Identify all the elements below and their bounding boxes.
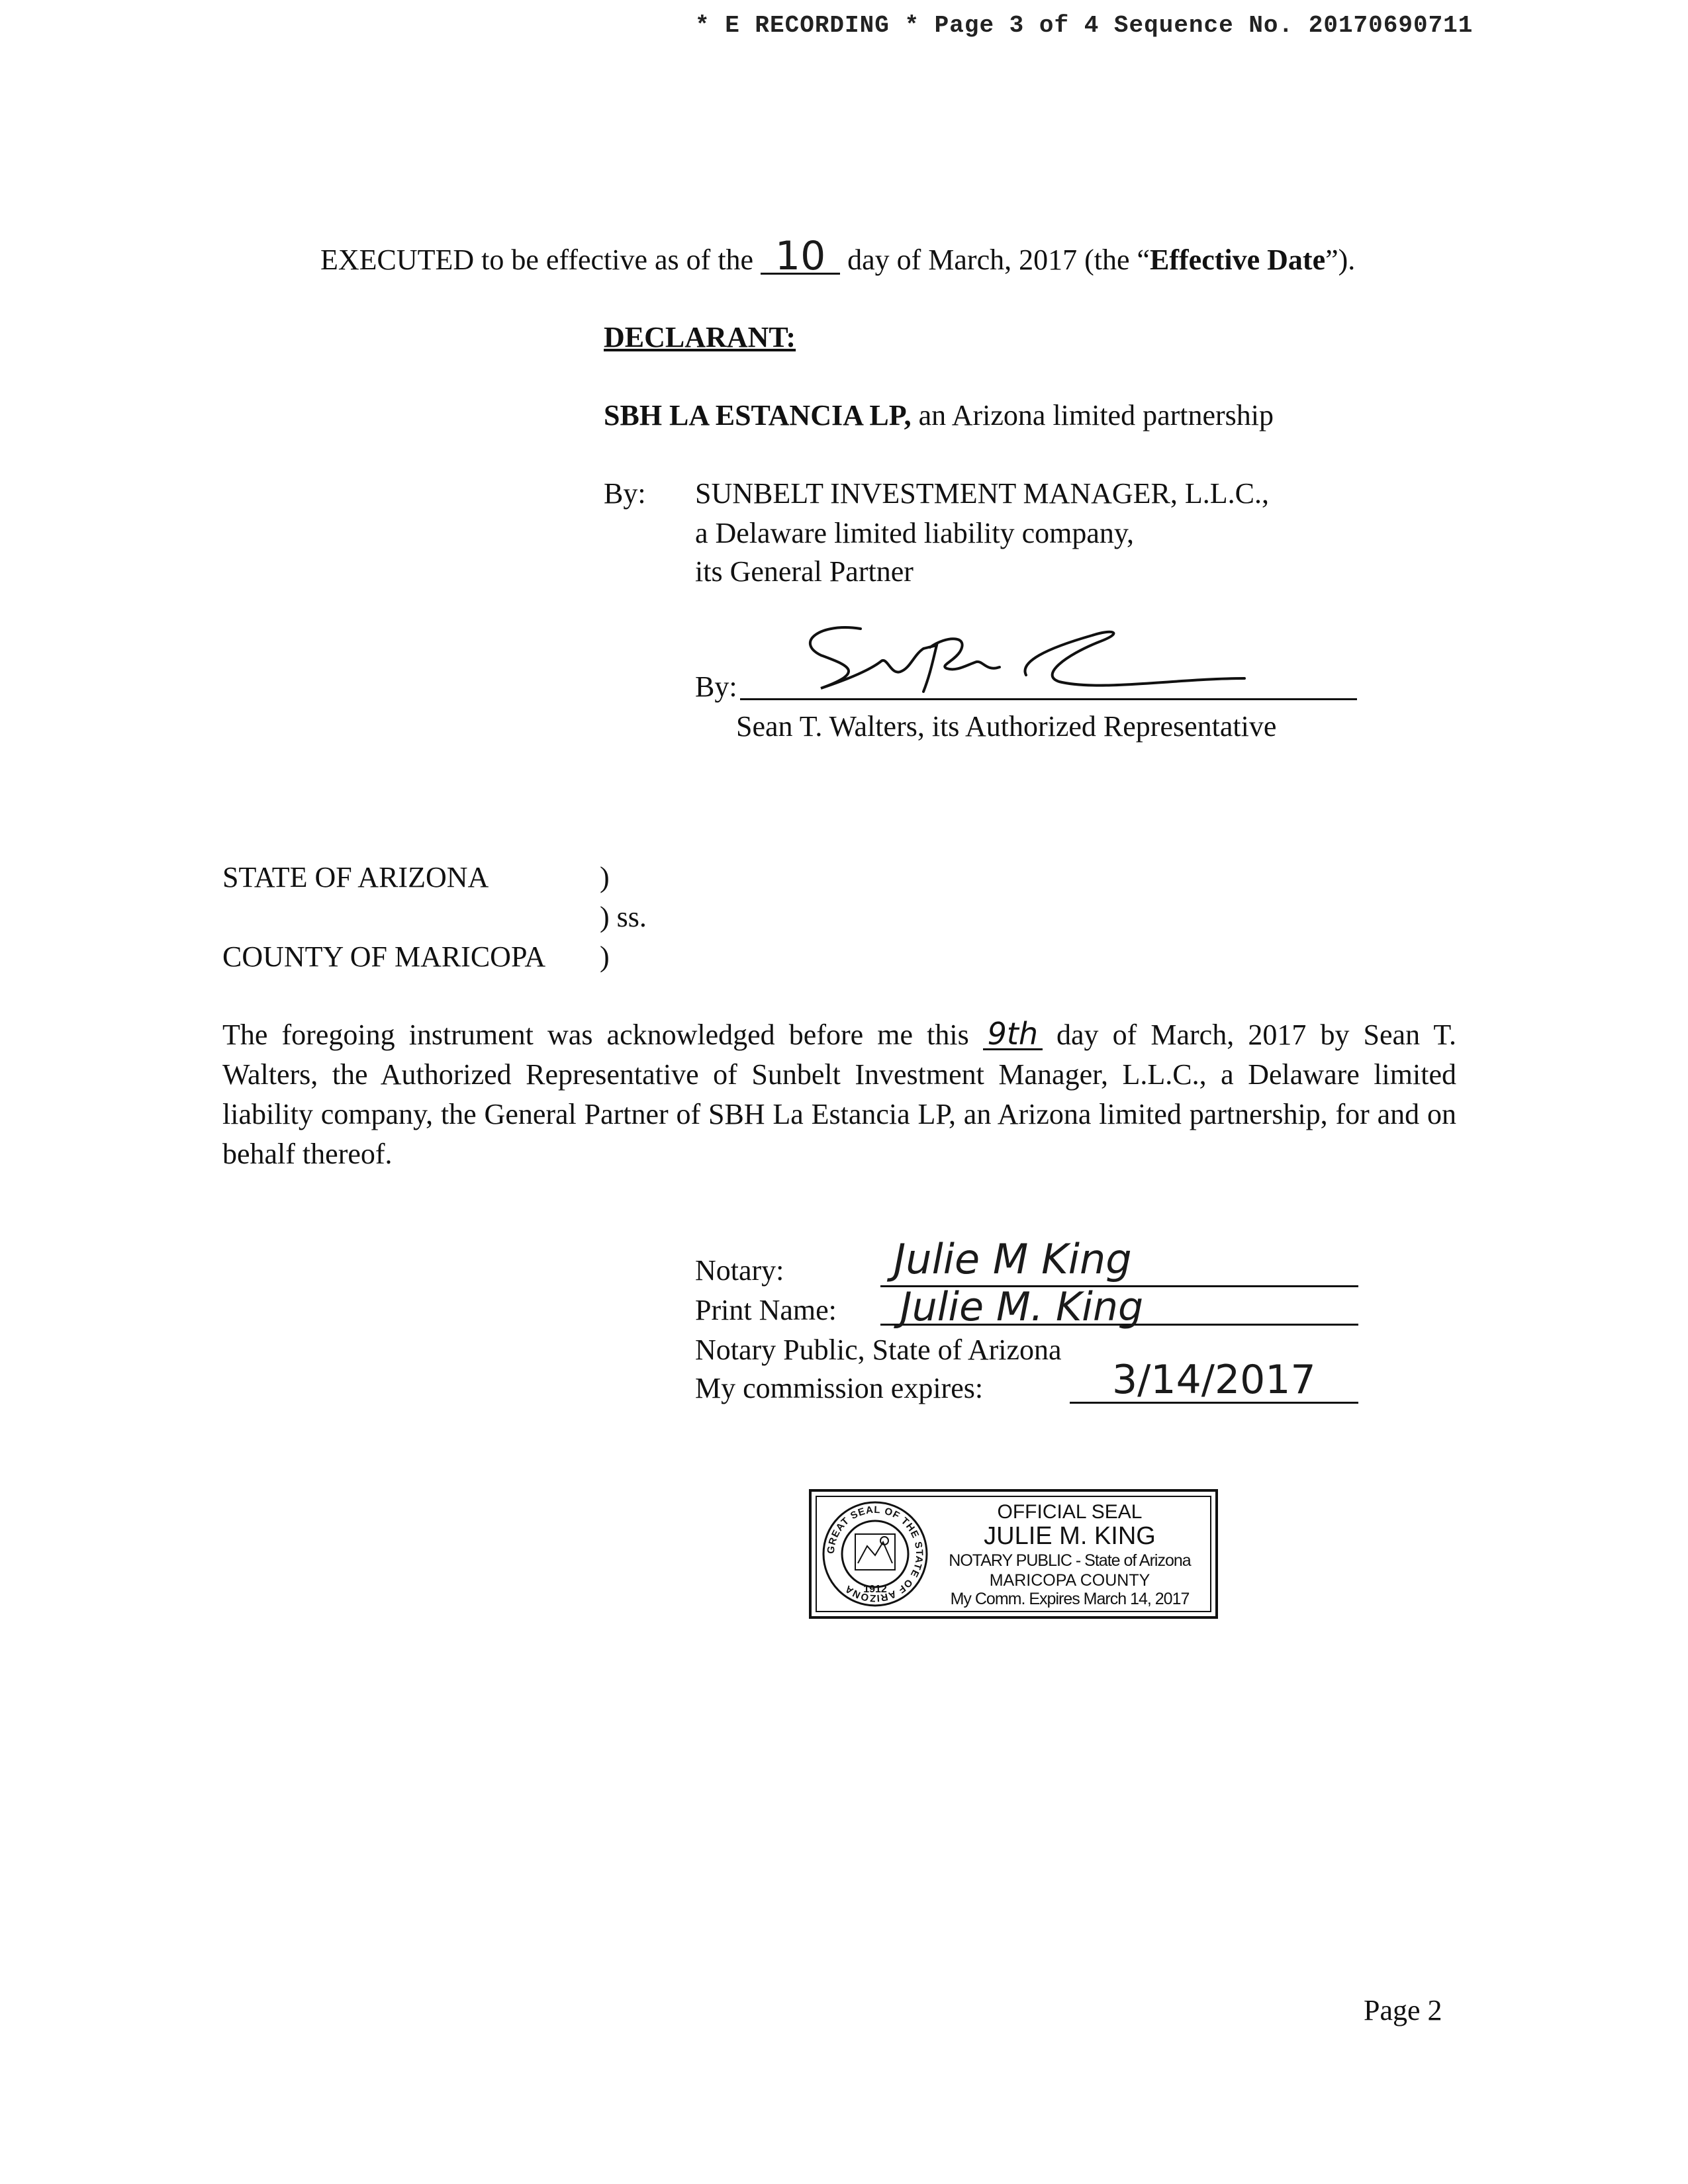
venue-ss: ) ss. xyxy=(600,901,647,933)
declarant-entity-desc: an Arizona limited partnership xyxy=(918,399,1274,432)
seal-line-5: My Comm. Expires March 14, 2017 xyxy=(950,1590,1190,1608)
seal-line-2: JULIE M. KING xyxy=(984,1522,1156,1550)
acknowledgment-day-fill: 9th xyxy=(983,1019,1043,1050)
executed-line xyxy=(320,233,1356,280)
executed-suffix-pre: day of March, 2017 (the “ xyxy=(847,244,1150,276)
notary-seal xyxy=(809,1489,1218,1619)
executed-day-fill: 10 xyxy=(761,240,840,275)
acknowledgment-paragraph xyxy=(222,1015,1456,1174)
acknowledgment-part-2: day of March, 2017 by Sean T. Walters, the Authorized Representative of Sunbelt Investment Manager, L.L.C., a Delaware limited liability company, the General Partner of SBH La Estancia LP, an Arizona limited partnership, for and on behalf thereof. xyxy=(222,1019,1457,1170)
venue-state: STATE OF ARIZONA xyxy=(222,861,489,893)
declarant-entity xyxy=(604,396,1274,435)
seal-ring-text: GREAT SEAL OF THE STATE OF ARIZONA xyxy=(825,1504,925,1604)
manager-line-1: SUNBELT INVESTMENT MANAGER, L.L.C., xyxy=(695,477,1270,510)
notary-public-line: Notary Public, State of Arizona xyxy=(695,1334,1062,1366)
seal-year: 1912 xyxy=(863,1584,887,1595)
commission-label: My commission expires: xyxy=(695,1372,984,1404)
venue-paren-1: ) xyxy=(600,861,610,893)
seal-line-3: NOTARY PUBLIC - State of Arizona xyxy=(949,1551,1191,1570)
signer-name: Sean T. Walters, its Authorized Representative xyxy=(736,710,1277,743)
venue-paren-2: ) xyxy=(600,940,610,973)
sign-by-label: By: xyxy=(695,670,737,703)
acknowledgment-part-1: The foregoing instrument was acknowledged before me this xyxy=(222,1019,969,1051)
declarant-entity-name: SBH LA ESTANCIA LP, xyxy=(604,399,912,432)
manager-line-3: its General Partner xyxy=(695,555,914,588)
print-name-label: Print Name: xyxy=(695,1294,837,1326)
notary-signature: Julie M King xyxy=(894,1235,1132,1283)
executed-suffix-post: ”). xyxy=(1325,244,1356,276)
print-name-value: Julie M. King xyxy=(900,1284,1144,1330)
effective-date-term: Effective Date xyxy=(1150,244,1326,276)
by-label: By: xyxy=(604,477,646,510)
declarant-heading: DECLARANT: xyxy=(604,321,796,353)
venue-county: COUNTY OF MARICOPA xyxy=(222,940,546,973)
manager-line-2: a Delaware limited liability company, xyxy=(695,517,1135,549)
page-number: Page 2 xyxy=(1364,1994,1442,2026)
seal-line-4: MARICOPA COUNTY xyxy=(989,1571,1150,1590)
commission-value: 3/14/2017 xyxy=(1112,1357,1316,1403)
executed-prefix: EXECUTED to be effective as of the xyxy=(320,244,754,276)
arizona-seal-emblem xyxy=(821,1500,929,1608)
walters-signature xyxy=(781,609,1258,708)
recording-header: * E RECORDING * Page 3 of 4 Sequence No. 20170690711 xyxy=(695,12,1474,39)
notary-label: Notary: xyxy=(695,1254,784,1287)
seal-line-1: OFFICIAL SEAL xyxy=(997,1501,1143,1523)
